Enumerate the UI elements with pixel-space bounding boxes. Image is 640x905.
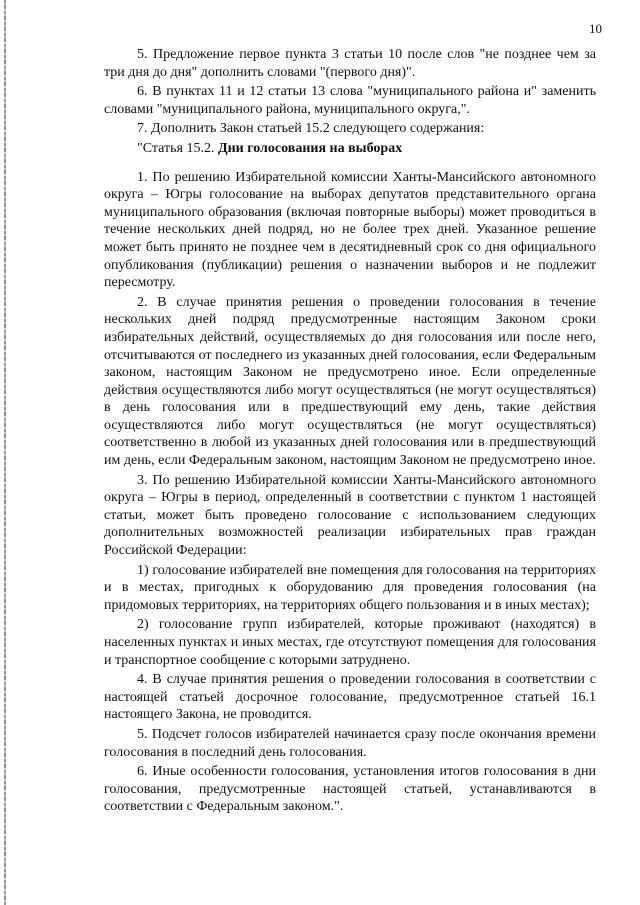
article-clause-6: 6. Иные особенности голосования, установления итогов голосования в дни голосования, предусмотренные настоящей статьей, устанавливаются в соответствии с Федеральным законом.". xyxy=(104,764,596,815)
article-clause-3: 3. По решению Избирательной комиссии Ханты-Мансийского автономного округа – Югры в период, определенный в соответствии с пунктом 1 настоящей статьи, может быть проведено голосование с использованием следующих дополнительных возможностей реализации избирательных прав граждан Российской Федерации: xyxy=(104,472,596,559)
article-heading-title: Дни голосования на выборах xyxy=(217,140,403,156)
amendment-paragraph-6: 6. В пунктах 11 и 12 статьи 13 слова "муниципального района и" заменить словами "муниципального района, муниципального округа,". xyxy=(104,84,596,117)
article-heading xyxy=(104,140,596,158)
article-clause-3-item-1: 1) голосование избирателей вне помещения для голосования на территориях и в местах, пригодных к оборудованию для проведения голосования (на придомовых территориях, на территориях общего пользования и в иных местах); xyxy=(104,562,596,613)
amendment-paragraph-5: 5. Предложение первое пункта 3 статьи 10 после слов "не позднее чем за три дня до дня" дополнить словами "(первого дня)". xyxy=(104,47,596,80)
article-clause-3-item-2: 2) голосование групп избирателей, которые проживают (находятся) в населенных пунктах и иных местах, где отсутствуют помещения для голосования и транспортное сообщение с которыми затруднено. xyxy=(104,617,596,668)
article-clause-2: 2. В случае принятия решения о проведении голосования в течение нескольких дней подряд предусмотренные настоящим Законом сроки избирательных действий, осуществляемых до дня голосования или после него, отсчитываются от последнего из указанных дней голосования, если Федеральным законом, настоящим Законом не предусмотрено иное. Если определенные действия осуществляются либо могут осуществляться (не могут осуществляться) в день голосования или в предшествующий ему день, такие действия осуществляются либо могут осуществляться (не могут осуществляться) соответственно в любой из указанных дней голосования или в предшествующий им день, если Федеральным законом, настоящим Законом не предусмотрено иное. xyxy=(104,294,596,469)
article-clause-5: 5. Подсчет голосов избирателей начинается сразу после окончания времени голосования в последний день голосования. xyxy=(104,726,596,760)
page-number: 10 xyxy=(589,21,602,36)
article-heading-prefix: "Статья 15.2. xyxy=(137,140,218,156)
article-clause-1: 1. По решению Избирательной комиссии Ханты-Мансийского автономного округа – Югры голосование на выборах депутатов представительного органа муниципального образования (включая повторные выборы) может проводиться в течение нескольких дней подряд, но не более трех дней. Указанное решение может быть принято не позднее чем в десятидневный срок со дня официального опубликования (публикации) решения о назначении выборов и не подлежит пересмотру. xyxy=(104,169,596,291)
document-body xyxy=(104,46,596,818)
amendment-paragraph-7: 7. Дополнить Закон статьей 15.2 следующего содержания: xyxy=(137,121,485,137)
article-clause-4: 4. В случае принятия решения о проведении голосования в соответствии с настоящей статьей досрочное голосование, предусмотренное статьей 16.1 настоящего Закона, не проводится. xyxy=(104,672,596,723)
scan-binding-edge xyxy=(4,0,6,905)
